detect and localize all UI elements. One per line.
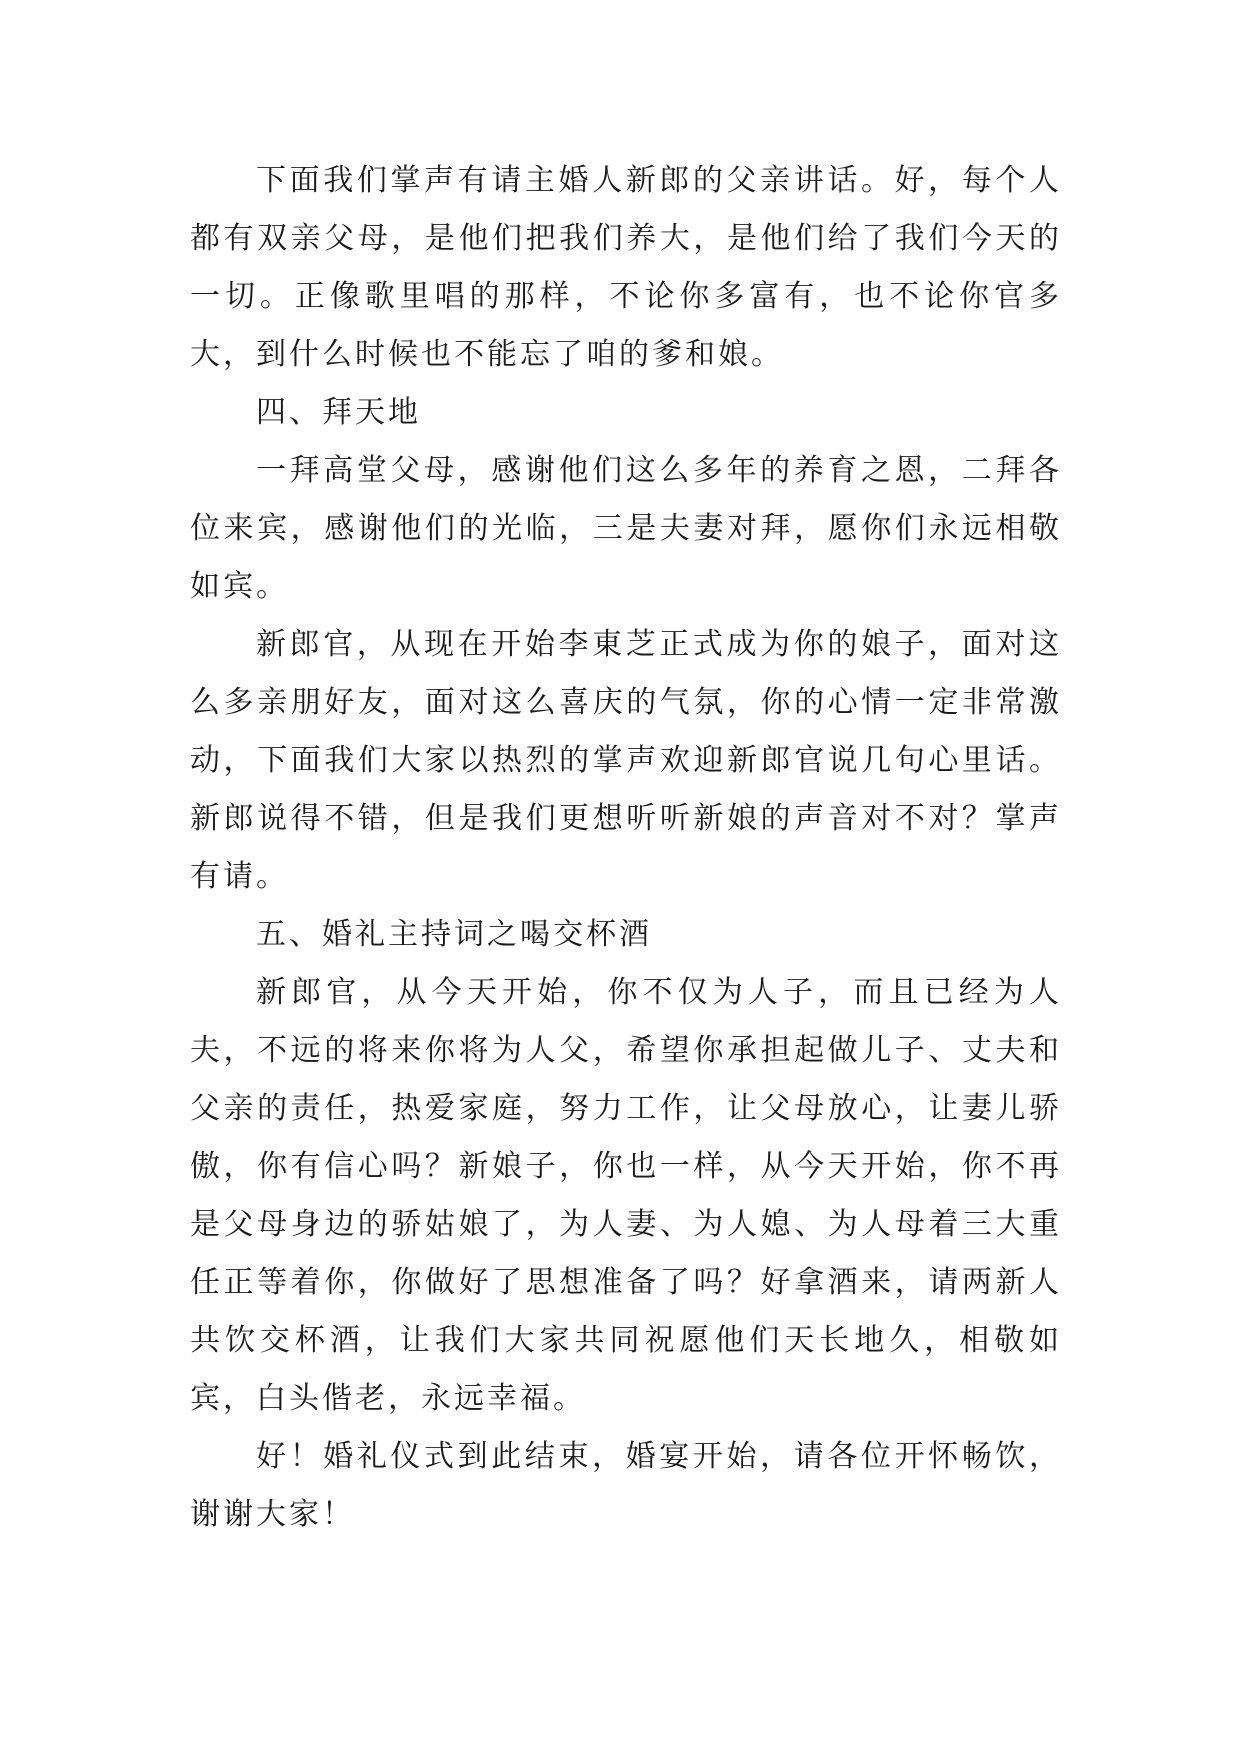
paragraph-groom-speech: 新郎官，从现在开始李東芝正式成为你的娘子，面对这么多亲朋好友，面对这么喜庆的气氛，你的心情一定非常激动，下面我们大家以热烈的掌声欢迎新郎官说几句心里话。新郎说得不错，但是我们更想听听新娘的声音对不对？掌声有请。 bbox=[190, 627, 1062, 894]
paragraph-bows: 一拜高堂父母，感谢他们这么多年的养育之恩，二拜各位来宾，感谢他们的光临，三是夫妻对拜，愿你们永远相敬如宾。 bbox=[190, 453, 1062, 604]
document-body bbox=[190, 152, 1062, 1544]
section-heading-worship: 四、拜天地 bbox=[256, 395, 421, 430]
section-heading-toast: 五、婚礼主持词之喝交杯酒 bbox=[256, 917, 652, 952]
paragraph-father-speech: 下面我们掌声有请主婚人新郎的父亲讲话。好，每个人都有双亲父母，是他们把我们养大，是他们给了我们今天的一切。正像歌里唱的那样，不论你多富有，也不论你官多大，到什么时候也不能忘了咱的爹和娘。 bbox=[190, 163, 1062, 372]
paragraph-closing: 好！婚礼仪式到此结束，婚宴开始，请各位开怀畅饮，谢谢大家！ bbox=[190, 1439, 1062, 1532]
paragraph-toast: 新郎官，从今天开始，你不仅为人子，而且已经为人夫，不远的将来你将为人父，希望你承担起做儿子、丈夫和父亲的责任，热爱家庭，努力工作，让父母放心，让妻儿骄傲，你有信心吗？新娘子，你也一样，从今天开始，你不再是父母身边的骄姑娘了，为人妻、为人媳、为人母着三大重任正等着你，你做好了思想准备了吗？好拿酒来，请两新人共饮交杯酒，让我们大家共同祝愿他们天长地久，相敬如宾，白头偕老，永远幸福。 bbox=[190, 975, 1062, 1416]
